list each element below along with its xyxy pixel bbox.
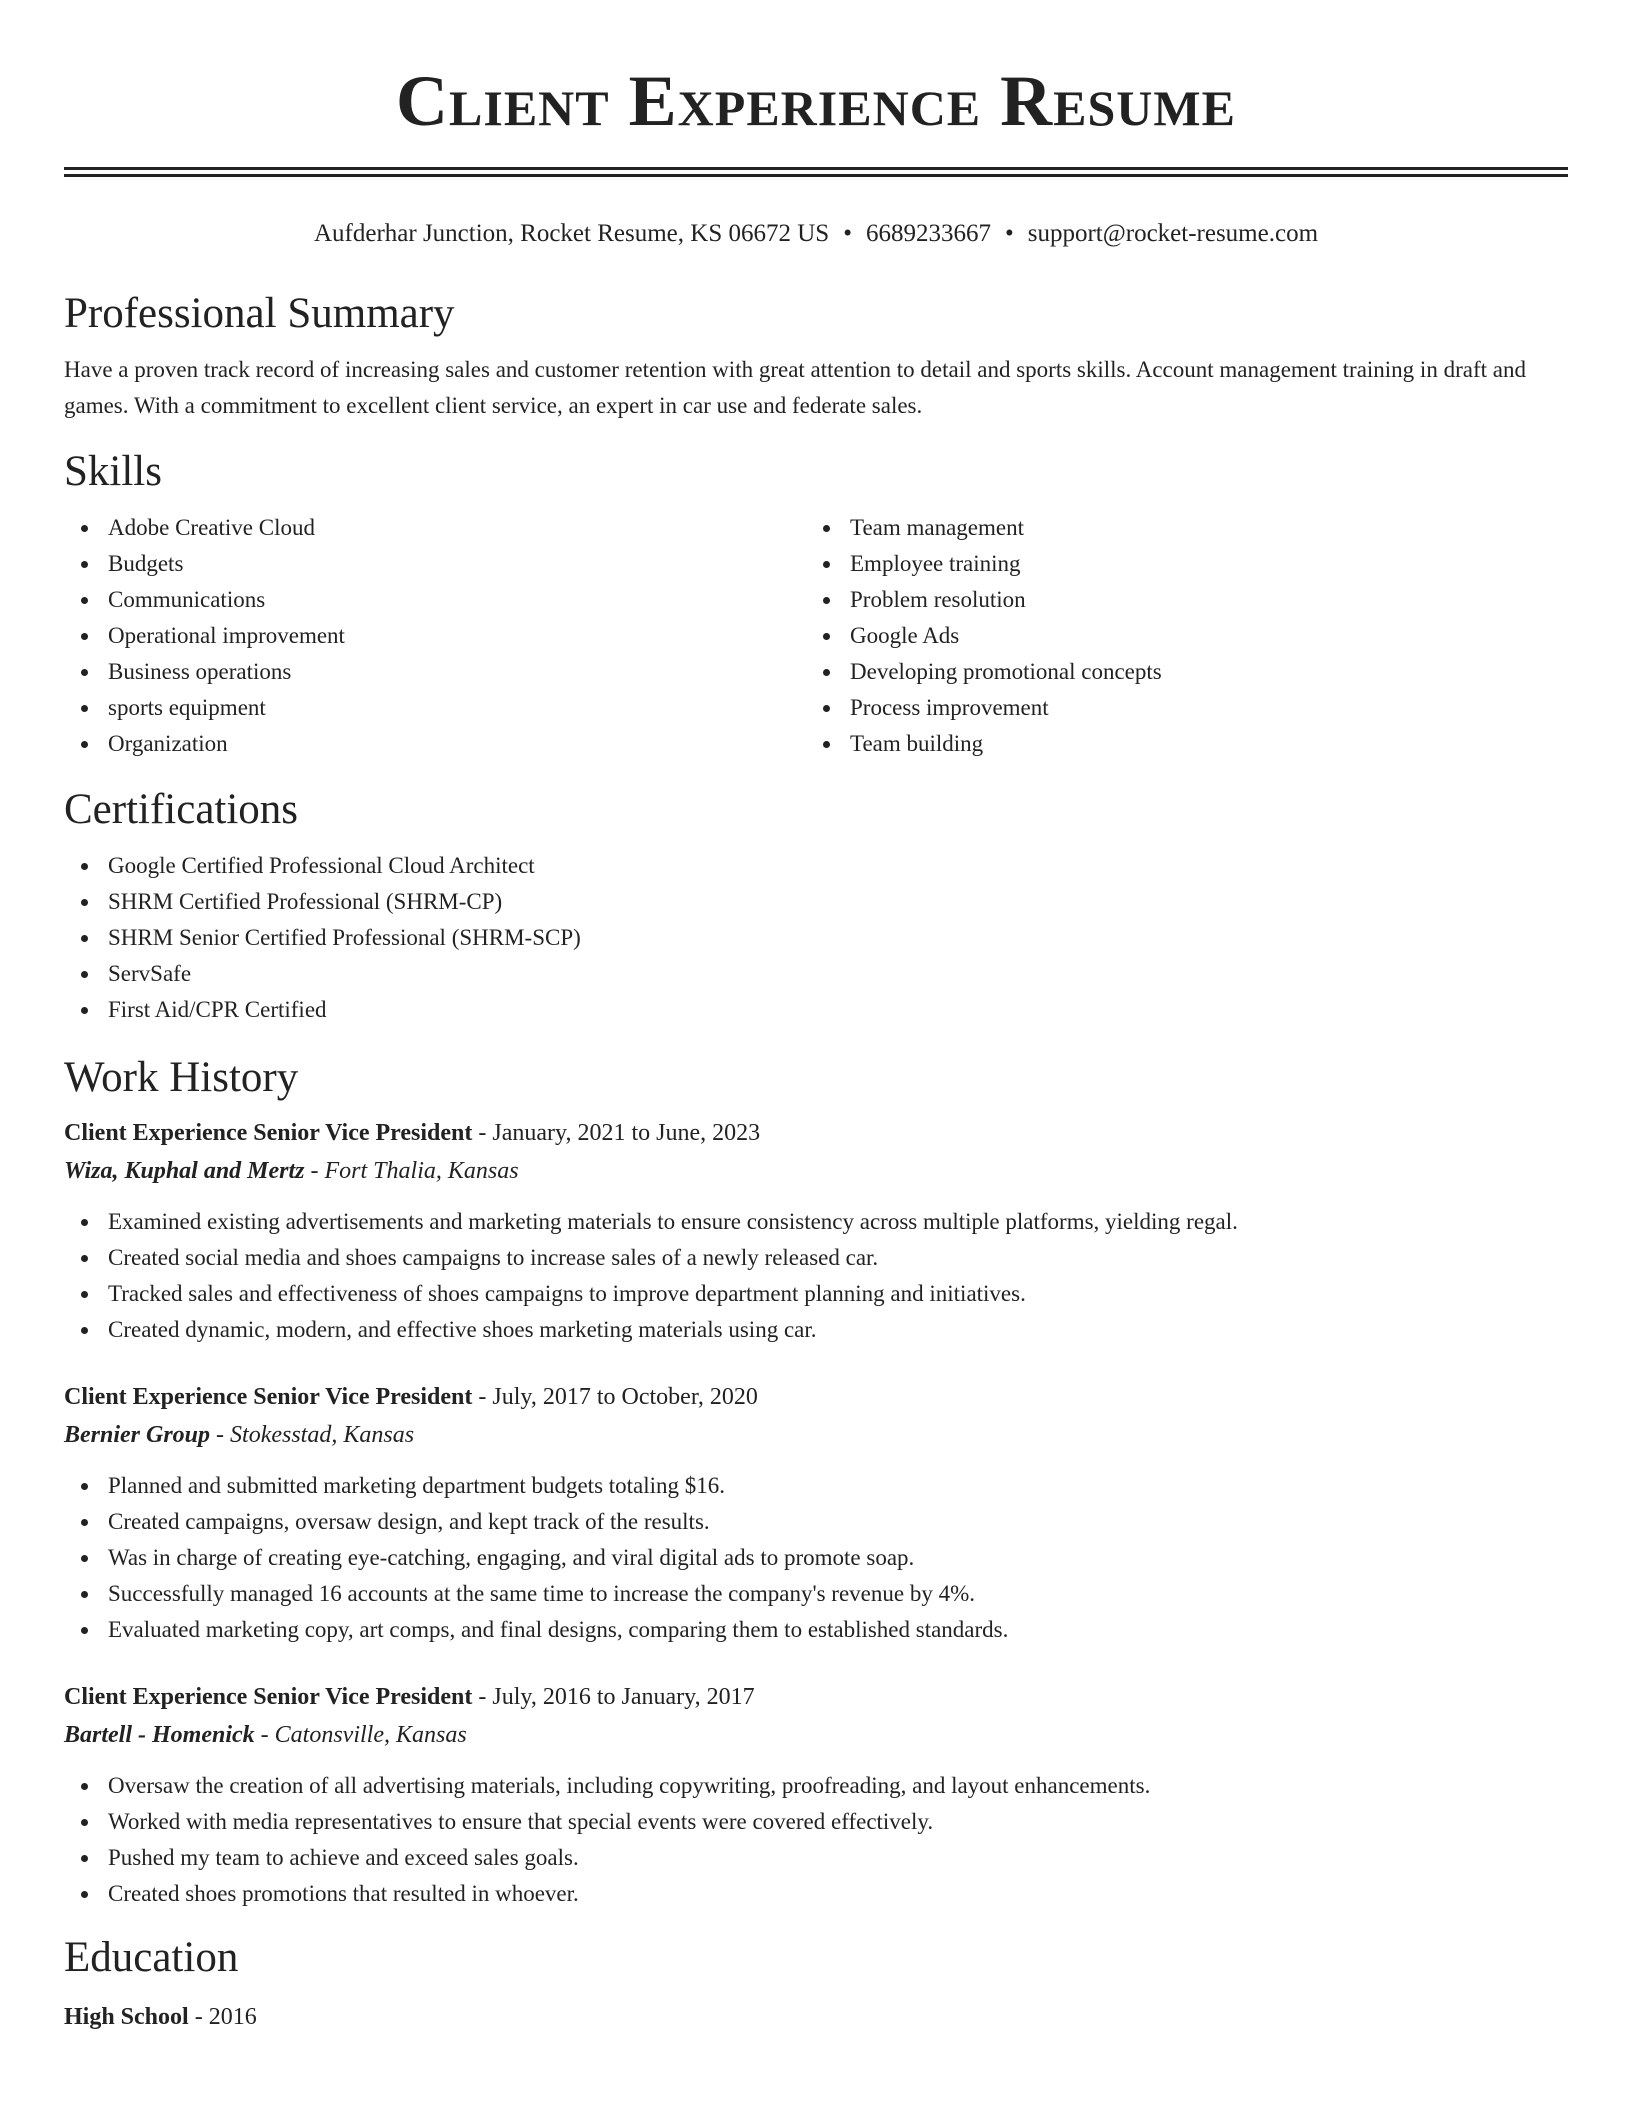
job-bullets [64, 1768, 1568, 1912]
job-entry [64, 1114, 1568, 1348]
contact-address: Aufderhar Junction, Rocket Resume, KS 06672 US [313, 220, 830, 247]
skill-item: Problem resolution [806, 582, 1548, 618]
job-company-line: Bernier Group - Stokesstad, Kansas [64, 1422, 415, 1448]
skill-item: Adobe Creative Cloud [64, 510, 806, 546]
skill-item: Operational improvement [64, 618, 806, 654]
job-bullet: Examined existing advertisements and marketing materials to ensure consistency across multiple platforms, yielding regal. [64, 1204, 1568, 1240]
job-header: Client Experience Senior Vice President - January, 2021 to June, 2023 [64, 1120, 761, 1146]
job-location: Stokesstad, Kansas [230, 1422, 415, 1448]
job-bullet: Was in charge of creating eye-catching, engaging, and viral digital ads to promote soap. [64, 1540, 1568, 1576]
contact-line [64, 218, 1568, 250]
education-year: 2016 [208, 2004, 257, 2030]
job-location: Fort Thalia, Kansas [324, 1158, 519, 1184]
job-bullet: Evaluated marketing copy, art comps, and final designs, comparing them to established standards. [64, 1612, 1568, 1648]
work-history-heading: Work History [64, 1054, 299, 1101]
skill-item: Google Ads [806, 618, 1548, 654]
skill-item: Business operations [64, 654, 806, 690]
contact-phone: 6689233667 [865, 220, 991, 247]
education-degree: High School [64, 2004, 189, 2030]
job-entry [64, 1678, 1568, 1912]
skill-item: Process improvement [806, 690, 1548, 726]
skill-item: Organization [64, 726, 806, 762]
summary-text: Have a proven track record of increasing sales and customer retention with great attention to detail and sports skills. Account management training in draft and games. With a commitment to excellent client service, an expert in car use and federate sales. [64, 357, 1526, 418]
job-bullet: Worked with media representatives to ensure that special events were covered effectively. [64, 1804, 1568, 1840]
job-company: Wiza, Kuphal and Mertz [64, 1158, 305, 1184]
certification-item: First Aid/CPR Certified [64, 992, 1568, 1028]
skill-item: sports equipment [64, 690, 806, 726]
job-company: Bartell - Homenick [64, 1722, 255, 1748]
skill-item: Team building [806, 726, 1548, 762]
skills-left-list [64, 510, 806, 762]
skill-item: Employee training [806, 546, 1548, 582]
job-bullet: Planned and submitted marketing department budgets totaling $16. [64, 1468, 1568, 1504]
skill-item: Team management [806, 510, 1548, 546]
job-company: Bernier Group [64, 1422, 211, 1448]
contact-separator: • [843, 220, 852, 247]
job-header: Client Experience Senior Vice President - July, 2016 to January, 2017 [64, 1684, 755, 1710]
job-bullet: Created dynamic, modern, and effective shoes marketing materials using car. [64, 1312, 1568, 1348]
education-heading: Education [64, 1934, 239, 1981]
job-location: Catonsville, Kansas [274, 1722, 467, 1748]
summary-heading: Professional Summary [64, 290, 455, 337]
job-bullets [64, 1468, 1568, 1648]
job-bullet: Oversaw the creation of all advertising materials, including copywriting, proofreading, and layout enhancements. [64, 1768, 1568, 1804]
certification-item: SHRM Certified Professional (SHRM-CP) [64, 884, 1568, 920]
certification-item: Google Certified Professional Cloud Architect [64, 848, 1568, 884]
job-bullet: Created shoes promotions that resulted in whoever. [64, 1876, 1568, 1912]
skill-item: Budgets [64, 546, 806, 582]
job-bullet: Created campaigns, oversaw design, and kept track of the results. [64, 1504, 1568, 1540]
contact-separator: • [1004, 220, 1014, 247]
title-double-rule [64, 167, 1568, 177]
contact-email: support@rocket-resume.com [1027, 220, 1319, 247]
skills-columns [64, 510, 1568, 762]
job-dates: July, 2017 to October, 2020 [492, 1384, 758, 1410]
job-bullet: Tracked sales and effectiveness of shoes campaigns to improve department planning and initiatives. [64, 1276, 1568, 1312]
certification-item: ServSafe [64, 956, 1568, 992]
skill-item: Communications [64, 582, 806, 618]
job-bullets [64, 1204, 1568, 1348]
job-title: Client Experience Senior Vice President [64, 1684, 473, 1710]
job-title: Client Experience Senior Vice President [64, 1120, 473, 1146]
job-bullet: Pushed my team to achieve and exceed sales goals. [64, 1840, 1568, 1876]
job-entry [64, 1378, 1568, 1648]
skills-heading: Skills [64, 448, 162, 495]
certifications-heading: Certifications [64, 786, 299, 833]
job-title: Client Experience Senior Vice President [64, 1384, 473, 1410]
job-header: Client Experience Senior Vice President - July, 2017 to October, 2020 [64, 1384, 758, 1410]
page-title: Client Experience Resume [396, 61, 1236, 141]
job-bullet: Created social media and shoes campaigns to increase sales of a newly released car. [64, 1240, 1568, 1276]
skill-item: Developing promotional concepts [806, 654, 1548, 690]
education-entry: High School - 2016 [64, 2004, 257, 2030]
job-dates: July, 2016 to January, 2017 [492, 1684, 755, 1710]
skills-right-list [806, 510, 1548, 762]
job-bullet: Successfully managed 16 accounts at the same time to increase the company's revenue by 4%. [64, 1576, 1568, 1612]
job-company-line: Bartell - Homenick - Catonsville, Kansas [64, 1722, 467, 1748]
certification-item: SHRM Senior Certified Professional (SHRM-SCP) [64, 920, 1568, 956]
job-company-line: Wiza, Kuphal and Mertz - Fort Thalia, Kansas [64, 1158, 519, 1184]
job-dates: January, 2021 to June, 2023 [492, 1120, 761, 1146]
certifications-list [64, 848, 1568, 1028]
